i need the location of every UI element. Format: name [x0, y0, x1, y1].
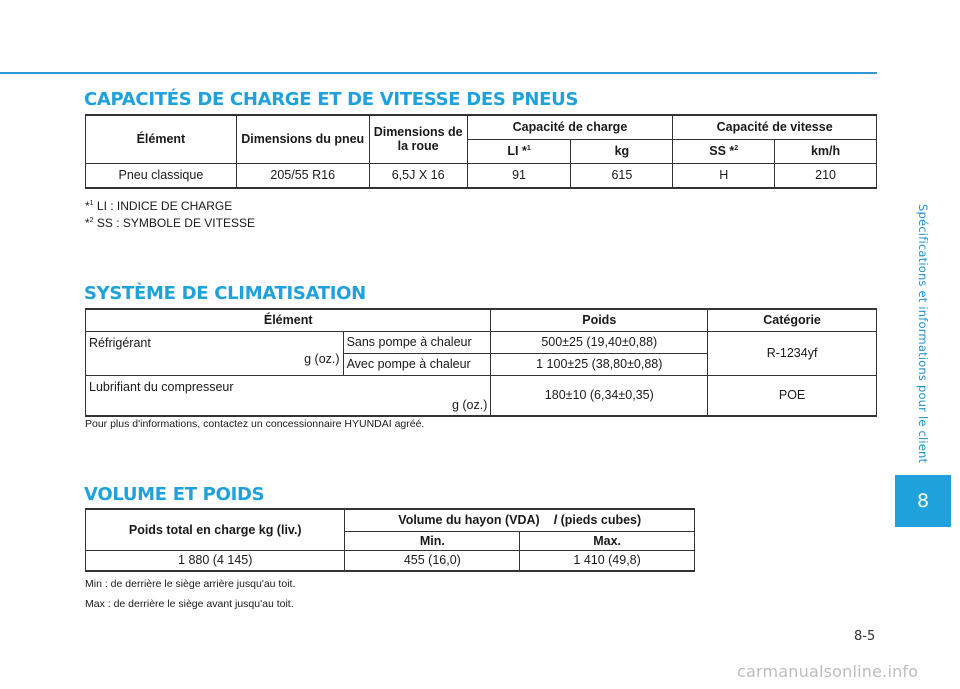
ac-header-weight: Poids: [491, 309, 708, 331]
cargo-unit-mark: l: [553, 513, 558, 528]
tires-header-wheel-size: Dimensions de la roue: [369, 115, 467, 163]
footnote-text: LI : INDICE DE CHARGE: [93, 199, 233, 213]
tires-header-speed-capacity: Capacité de vitesse: [673, 115, 877, 139]
refrigerant-weight: 1 100±25 (38,80±0,88): [491, 353, 708, 375]
ac-table: [85, 308, 877, 417]
ac-section-title: SYSTÈME DE CLIMATISATION: [84, 283, 366, 304]
chapter-tab: 8: [895, 475, 951, 527]
page-number: 8-5: [854, 629, 876, 644]
cargo-max-value: 1 410 (49,8): [520, 550, 695, 571]
tires-footnote-1: [85, 199, 232, 213]
refrigerant-variant: Avec pompe à chaleur: [343, 353, 491, 375]
cargo-unit: (pieds cubes): [557, 513, 642, 528]
refrigerant-label: Réfrigérant: [89, 335, 151, 350]
top-divider: [0, 72, 877, 74]
tires-header-ss: [673, 139, 775, 163]
volume-header-max: Max.: [520, 531, 695, 550]
footnote-mark: *: [85, 199, 90, 213]
lubricant-category: POE: [708, 375, 877, 416]
table-row: [86, 163, 877, 188]
load-index: 91: [467, 163, 571, 188]
volume-note-max: Max : de derrière le siège avant jusqu'au toit.: [85, 598, 294, 610]
tires-footnote-2: [85, 216, 255, 230]
lubricant-weight: 180±10 (6,34±0,35): [491, 375, 708, 416]
tires-section-title: CAPACITÉS DE CHARGE ET DE VITESSE DES PNEUS: [84, 89, 579, 110]
tires-header-kg: kg: [571, 139, 673, 163]
refrigerant-variant: Sans pompe à chaleur: [343, 331, 491, 353]
footnote-sup: 2: [89, 217, 94, 224]
volume-header-cargo: [345, 509, 695, 531]
wheel-size: 6,5J X 16: [369, 163, 467, 188]
ac-header-element: Élément: [86, 309, 491, 331]
speed-kmh: 210: [775, 163, 877, 188]
tires-header-element: Élément: [86, 115, 237, 163]
gross-weight-value: 1 880 (4 145): [86, 550, 345, 571]
refrigerant-weight: 500±25 (19,40±0,88): [491, 331, 708, 353]
cargo-label: Volume du hayon (VDA): [398, 513, 554, 528]
volume-table: [85, 508, 695, 572]
table-row: [86, 375, 877, 416]
speed-symbol: H: [673, 163, 775, 188]
volume-header-gross-weight: Poids total en charge kg (liv.): [86, 509, 345, 550]
watermark: carmanualsonline.info: [737, 662, 919, 681]
volume-header-min: Min.: [345, 531, 520, 550]
footnote-mark: *: [85, 216, 90, 230]
table-row: [86, 331, 877, 353]
refrigerant-unit: g (oz.): [304, 351, 340, 366]
tires-table: [85, 114, 877, 189]
chapter-side-label: Spécifications et informations pour le client: [916, 204, 930, 464]
tire-size: 205/55 R16: [236, 163, 369, 188]
tires-header-ss-sup: 2: [734, 144, 739, 152]
lubricant-unit: g (oz.): [451, 397, 488, 412]
cargo-min-value: 455 (16,0): [345, 550, 520, 571]
load-kg: 615: [571, 163, 673, 188]
tires-header-li-sup: 1: [526, 144, 531, 152]
refrigerant-cell: [86, 331, 344, 375]
tires-header-ss-label: SS *: [709, 144, 735, 158]
tires-header-li-label: LI *: [507, 144, 527, 158]
footnote-sup: 1: [89, 200, 94, 207]
tires-header-li: [467, 139, 571, 163]
tires-header-tire-size: Dimensions du pneu: [236, 115, 369, 163]
lubricant-label: Lubrifiant du compresseur: [89, 379, 234, 394]
refrigerant-category: R-1234yf: [708, 331, 877, 375]
tires-header-load-capacity: Capacité de charge: [467, 115, 673, 139]
tires-header-kmh: km/h: [775, 139, 877, 163]
lubricant-cell: [86, 375, 491, 416]
ac-header-category: Catégorie: [708, 309, 877, 331]
volume-note-min: Min : de derrière le siège arrière jusqu'au toit.: [85, 578, 296, 590]
tire-element: Pneu classique: [86, 163, 237, 188]
table-row: [86, 550, 695, 571]
footnote-text: SS : SYMBOLE DE VITESSE: [93, 216, 255, 230]
ac-note: Pour plus d'informations, contactez un concessionnaire HYUNDAI agréé.: [85, 418, 425, 430]
volume-section-title: VOLUME ET POIDS: [84, 484, 265, 505]
